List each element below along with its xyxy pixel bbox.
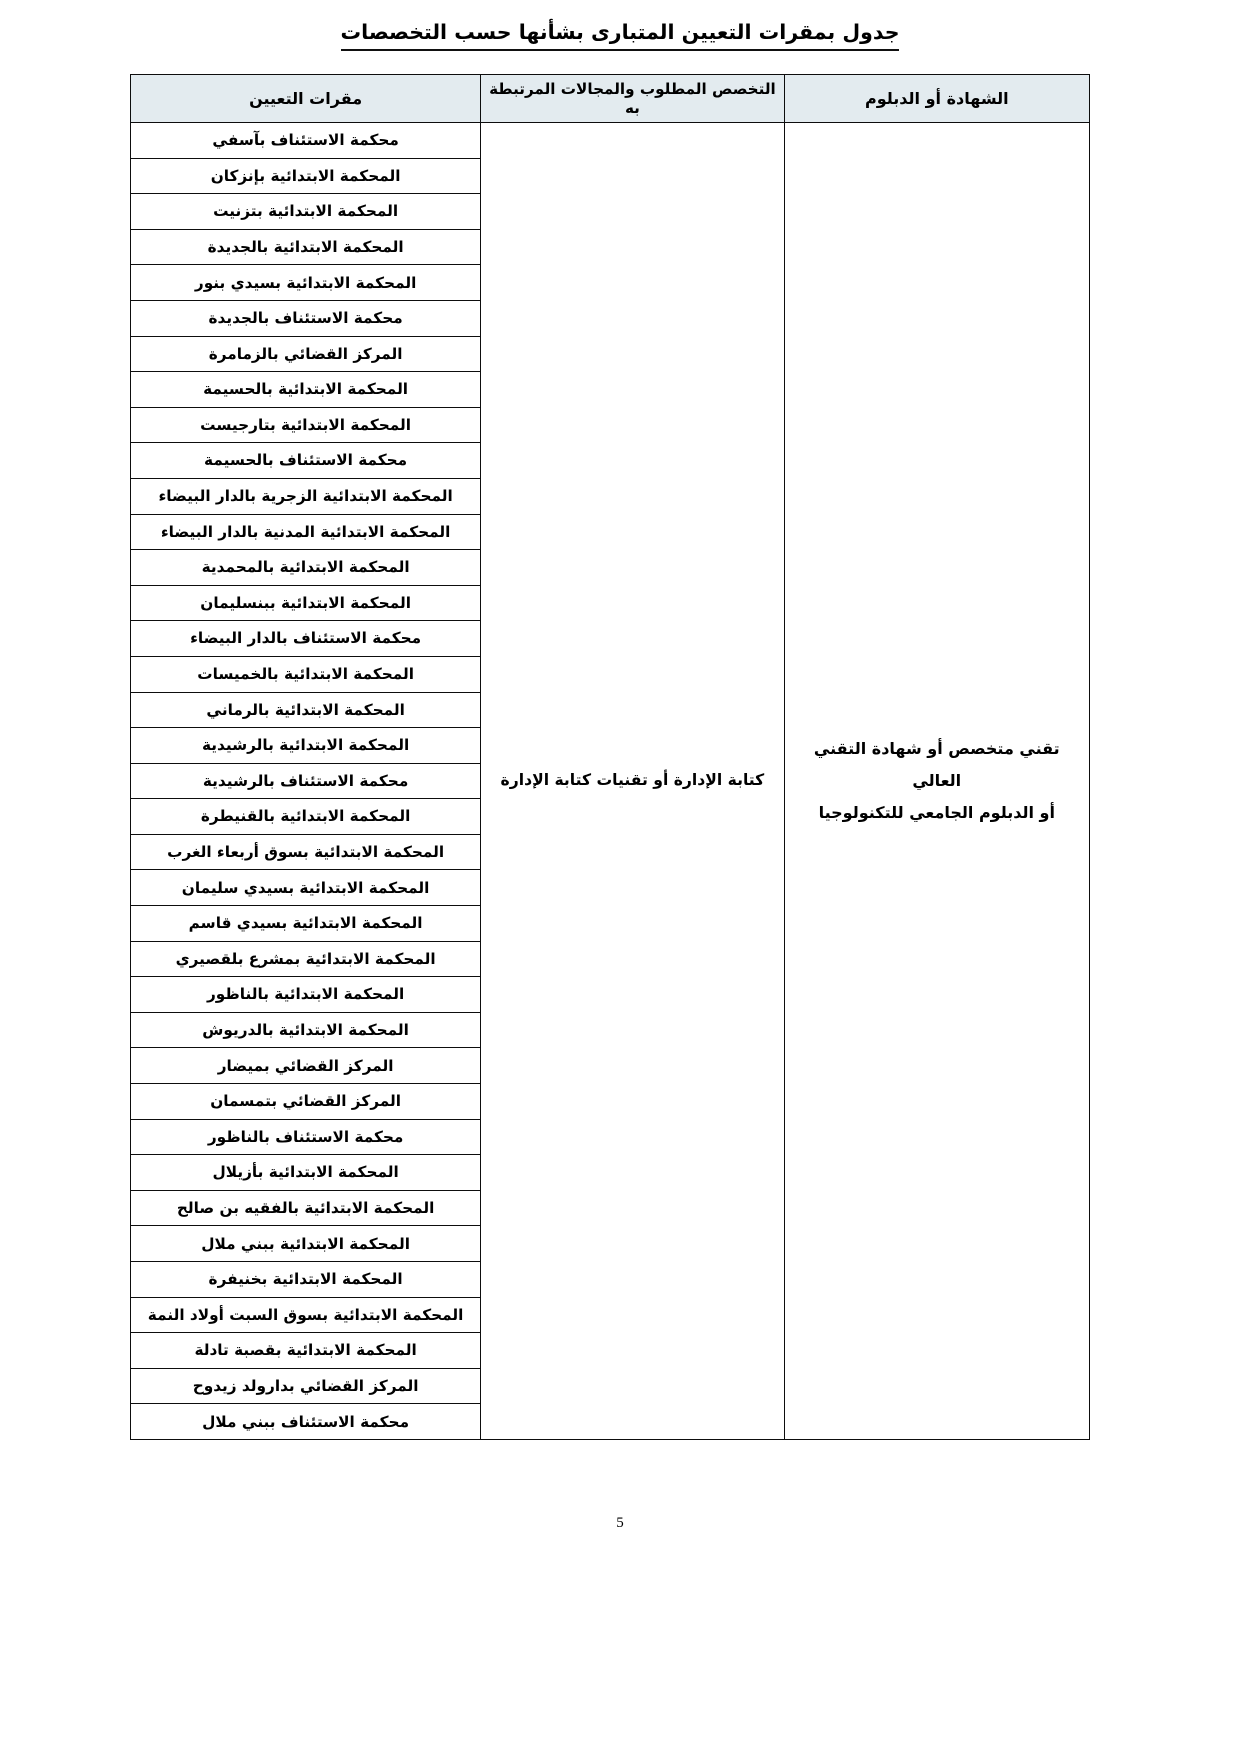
page-title-text: جدول بمقرات التعيين المتبارى بشأنها حسب التخصصات [341, 18, 900, 51]
cell-location: المحكمة الابتدائية بالفقيه بن صالح [131, 1190, 481, 1226]
cell-specialization-line: كتابة الإدارة أو تقنيات كتابة الإدارة [500, 771, 765, 790]
cell-location: محكمة الاستئناف بالناظور [131, 1119, 481, 1155]
cell-location: محكمة الاستئناف بالحسيمة [131, 443, 481, 479]
cell-location: المحكمة الابتدائية بالقنيطرة [131, 799, 481, 835]
cell-location: محكمة الاستئناف بالدار البيضاء [131, 621, 481, 657]
column-header-locations: مقرات التعيين [131, 75, 481, 123]
cell-location: المحكمة الابتدائية بالناظور [131, 977, 481, 1013]
cell-location: المحكمة الابتدائية بسوق السبت أولاد النمة [131, 1297, 481, 1333]
cell-diploma-line: أو الدبلوم الجامعي للتكنولوجيا [818, 802, 1055, 822]
cell-location: المحكمة الابتدائية بالحسيمة [131, 372, 481, 408]
cell-location: المحكمة الابتدائية ببنسليمان [131, 585, 481, 621]
cell-location: المحكمة الابتدائية بسيدي سليمان [131, 870, 481, 906]
table-row [131, 123, 1090, 159]
cell-location: المحكمة الابتدائية بإنزكان [131, 158, 481, 194]
cell-location: المحكمة الابتدائية بتزنيت [131, 194, 481, 230]
cell-specialization [481, 123, 784, 1440]
cell-location: المحكمة الابتدائية بمشرع بلقصيري [131, 941, 481, 977]
cell-location: المحكمة الابتدائية بسوق أربعاء الغرب [131, 834, 481, 870]
table-header [131, 75, 1090, 123]
table-body [131, 123, 1090, 1440]
cell-location: المحكمة الابتدائية المدنية بالدار البيضاء [131, 514, 481, 550]
cell-location: محكمة الاستئناف بالرشيدية [131, 763, 481, 799]
cell-location: المركز القضائي بتمسمان [131, 1084, 481, 1120]
cell-location: محكمة الاستئناف بالجديدة [131, 300, 481, 336]
cell-location: المحكمة الابتدائية بالخميسات [131, 656, 481, 692]
cell-diploma [784, 123, 1089, 1440]
cell-location: المحكمة الابتدائية ببني ملال [131, 1226, 481, 1262]
cell-location: المحكمة الابتدائية بالرماني [131, 692, 481, 728]
page-title [0, 18, 1240, 51]
cell-location: المحكمة الابتدائية بقصبة تادلة [131, 1333, 481, 1369]
cell-location: المحكمة الابتدائية بأزيلال [131, 1155, 481, 1191]
cell-location: المحكمة الابتدائية بالدريوش [131, 1012, 481, 1048]
assignment-table-container [130, 74, 1090, 1440]
cell-location: المحكمة الابتدائية بسيدي قاسم [131, 906, 481, 942]
cell-location: محكمة الاستئناف بآسفي [131, 123, 481, 159]
cell-location: المحكمة الابتدائية بتارجيست [131, 407, 481, 443]
cell-location: المحكمة الابتدائية بالمحمدية [131, 550, 481, 586]
cell-diploma-line: تقني متخصص أو شهادة التقني العالي [813, 738, 1060, 790]
table-header-row [131, 75, 1090, 123]
page-number: 5 [616, 1515, 624, 1531]
cell-location: المركز القضائي بميضار [131, 1048, 481, 1084]
cell-location: المركز القضائي بالزمامرة [131, 336, 481, 372]
cell-location: المحكمة الابتدائية بالرشيدية [131, 728, 481, 764]
column-header-diploma: الشهادة أو الدبلوم [784, 75, 1089, 123]
cell-location: المحكمة الابتدائية الزجرية بالدار البيضاء [131, 478, 481, 514]
column-header-specialization: التخصص المطلوب والمجالات المرتبطة به [481, 75, 784, 123]
cell-location: المحكمة الابتدائية بالجديدة [131, 229, 481, 265]
cell-location: المركز القضائي بدارولد زيدوح [131, 1368, 481, 1404]
assignment-table [130, 74, 1090, 1440]
cell-location: المحكمة الابتدائية بسيدي بنور [131, 265, 481, 301]
cell-location: محكمة الاستئناف ببني ملال [131, 1404, 481, 1440]
cell-location: المحكمة الابتدائية بخنيفرة [131, 1262, 481, 1298]
